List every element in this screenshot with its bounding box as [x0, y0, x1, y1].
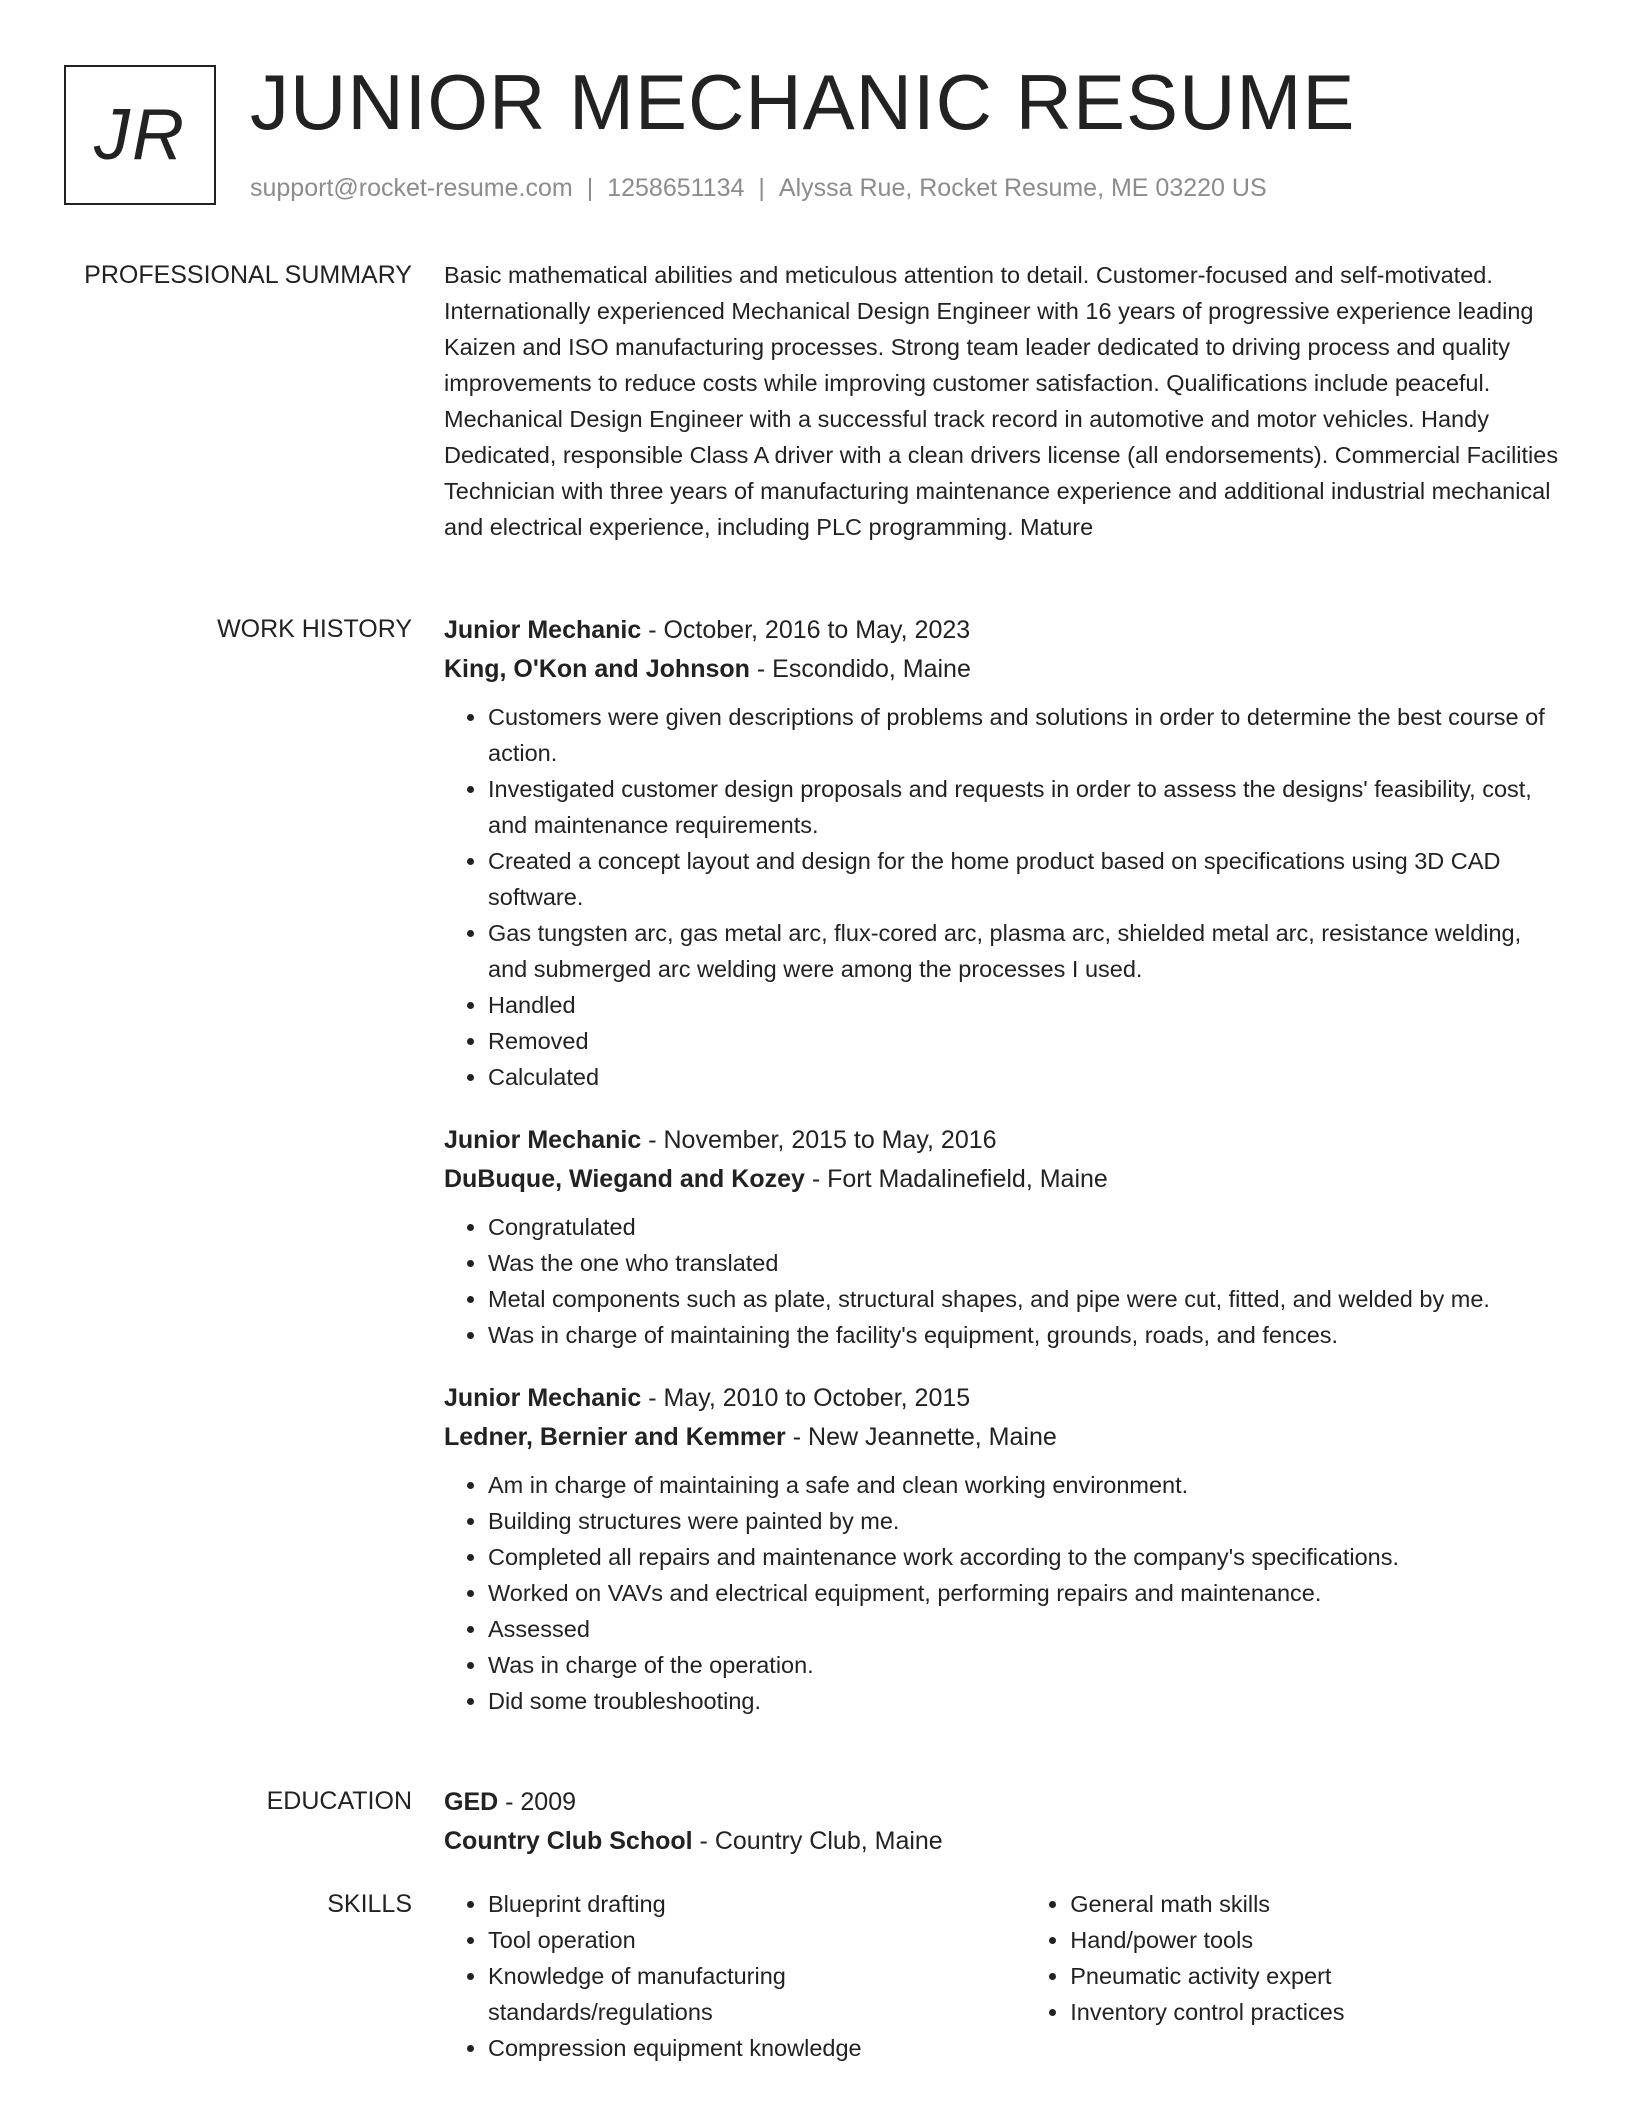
work-history-body — [444, 611, 1564, 1745]
job-title-line — [444, 611, 1564, 650]
job-company-line — [444, 650, 1564, 689]
education-heading: EDUCATION — [266, 1787, 412, 1815]
job-dates: - May, 2010 to October, 2015 — [641, 1384, 971, 1412]
job-duty: • Was in charge of maintaining the facility's equipment, grounds, roads, and fences. — [488, 1317, 1564, 1353]
job-entry — [444, 611, 1564, 1095]
job-location: - New Jeannette, Maine — [785, 1423, 1057, 1451]
job-duties-list — [444, 1209, 1564, 1353]
skill-item: • Compression equipment knowledge — [488, 2030, 1026, 2066]
summary-heading: PROFESSIONAL SUMMARY — [84, 261, 412, 289]
job-duty: • Removed — [488, 1023, 1564, 1059]
skills-body — [444, 1886, 1564, 2066]
skills-heading: SKILLS — [327, 1890, 412, 1918]
job-duty: • Completed all repairs and maintenance work according to the company's specifications. — [488, 1539, 1564, 1575]
job-duty: • Customers were given descriptions of problems and solutions in order to determine the best course of action. — [488, 699, 1564, 771]
job-duties-list — [444, 699, 1564, 1095]
skill-item: • Knowledge of manufacturing standards/regulations — [488, 1958, 848, 2030]
job-duty: • Building structures were painted by me. — [488, 1503, 1564, 1539]
skill-item: • General math skills — [1070, 1886, 1564, 1922]
skill-item: • Inventory control practices — [1070, 1994, 1564, 2030]
skills-list-left — [444, 1886, 1026, 2066]
education-year: - 2009 — [498, 1788, 577, 1816]
work-history-heading: WORK HISTORY — [217, 615, 412, 643]
job-title-line — [444, 1379, 1564, 1418]
job-duty: • Was in charge of the operation. — [488, 1647, 1564, 1683]
education-location: - Country Club, Maine — [692, 1827, 943, 1855]
job-duty: • Congratulated — [488, 1209, 1564, 1245]
job-duty: • Gas tungsten arc, gas metal arc, flux-cored arc, plasma arc, shielded metal arc, resistance welding, and submerged arc welding were among the processes I used. — [488, 915, 1564, 987]
job-company-line — [444, 1160, 1564, 1199]
education-body — [444, 1783, 1564, 1861]
job-duty: • Handled — [488, 987, 1564, 1023]
skill-item: • Pneumatic activity expert — [1070, 1958, 1564, 1994]
education-school: Country Club School — [444, 1827, 693, 1855]
contact-email[interactable]: support@rocket-resume.com — [250, 174, 573, 202]
job-duty: • Investigated customer design proposals and requests in order to assess the designs' feasibility, cost, and maintenance requirements. — [488, 771, 1564, 843]
job-duty: • Metal components such as plate, structural shapes, and pipe were cut, fitted, and welded by me. — [488, 1281, 1564, 1317]
monogram-badge — [64, 65, 216, 205]
skill-item: • Blueprint drafting — [488, 1886, 1026, 1922]
job-location: - Fort Madalinefield, Maine — [804, 1165, 1108, 1193]
job-duty: • Calculated — [488, 1059, 1564, 1095]
job-entry — [444, 1379, 1564, 1719]
job-duty: • Assessed — [488, 1611, 1564, 1647]
job-entry — [444, 1121, 1564, 1353]
job-title: Junior Mechanic — [444, 1126, 642, 1154]
skill-item: • Hand/power tools — [1070, 1922, 1564, 1958]
job-company: King, O'Kon and Johnson — [444, 655, 750, 683]
job-title: Junior Mechanic — [444, 616, 642, 644]
job-title-line — [444, 1121, 1564, 1160]
monogram-initials: JR — [94, 95, 186, 175]
education-degree-line — [444, 1783, 1564, 1822]
job-title: Junior Mechanic — [444, 1384, 642, 1412]
job-company: DuBuque, Wiegand and Kozey — [444, 1165, 805, 1193]
job-location: - Escondido, Maine — [749, 655, 971, 683]
job-company-line — [444, 1418, 1564, 1457]
summary-body — [444, 257, 1564, 545]
job-duty: • Created a concept layout and design for the home product based on specifications using 3D CAD software. — [488, 843, 1564, 915]
job-duties-list — [444, 1467, 1564, 1719]
job-duty: • Am in charge of maintaining a safe and clean working environment. — [488, 1467, 1564, 1503]
education-school-line — [444, 1822, 1564, 1861]
skills-list-right — [1026, 1886, 1564, 2066]
job-duty: • Was the one who translated — [488, 1245, 1564, 1281]
job-duty: • Worked on VAVs and electrical equipment, performing repairs and maintenance. — [488, 1575, 1564, 1611]
summary-text: Basic mathematical abilities and meticulous attention to detail. Customer-focused and self-motivated. Internationally experienced Mechanical Design Engineer with 16 years of progressive experience leading Kaizen and ISO manufacturing processes. Strong team leader dedicated to driving process and quality improvements to reduce costs while improving customer satisfaction. Qualifications include peaceful. Mechanical Design Engineer with a successful track record in automotive and motor vehicles. Handy Dedicated, responsible Class A driver with a clean drivers license (all endorsements). Commercial Facilities Technician with three years of manufacturing maintenance experience and additional industrial mechanical and electrical experience, including PLC programming. Mature — [444, 262, 1559, 540]
contact-separator: | — [758, 174, 765, 202]
job-company: Ledner, Bernier and Kemmer — [444, 1423, 786, 1451]
education-degree: GED — [444, 1788, 499, 1816]
skill-item: • Tool operation — [488, 1922, 1026, 1958]
contact-separator: | — [586, 174, 594, 202]
job-dates: - October, 2016 to May, 2023 — [641, 616, 971, 644]
skills-columns — [444, 1886, 1564, 2066]
contact-phone[interactable]: 1258651134 — [607, 174, 745, 202]
job-duty: • Did some troubleshooting. — [488, 1683, 1564, 1719]
contact-address: Alyssa Rue, Rocket Resume, ME 03220 US — [778, 174, 1267, 202]
job-dates: - November, 2015 to May, 2016 — [641, 1126, 997, 1154]
resume-title: JUNIOR MECHANIC RESUME — [250, 58, 1356, 146]
contact-line — [250, 174, 1267, 203]
